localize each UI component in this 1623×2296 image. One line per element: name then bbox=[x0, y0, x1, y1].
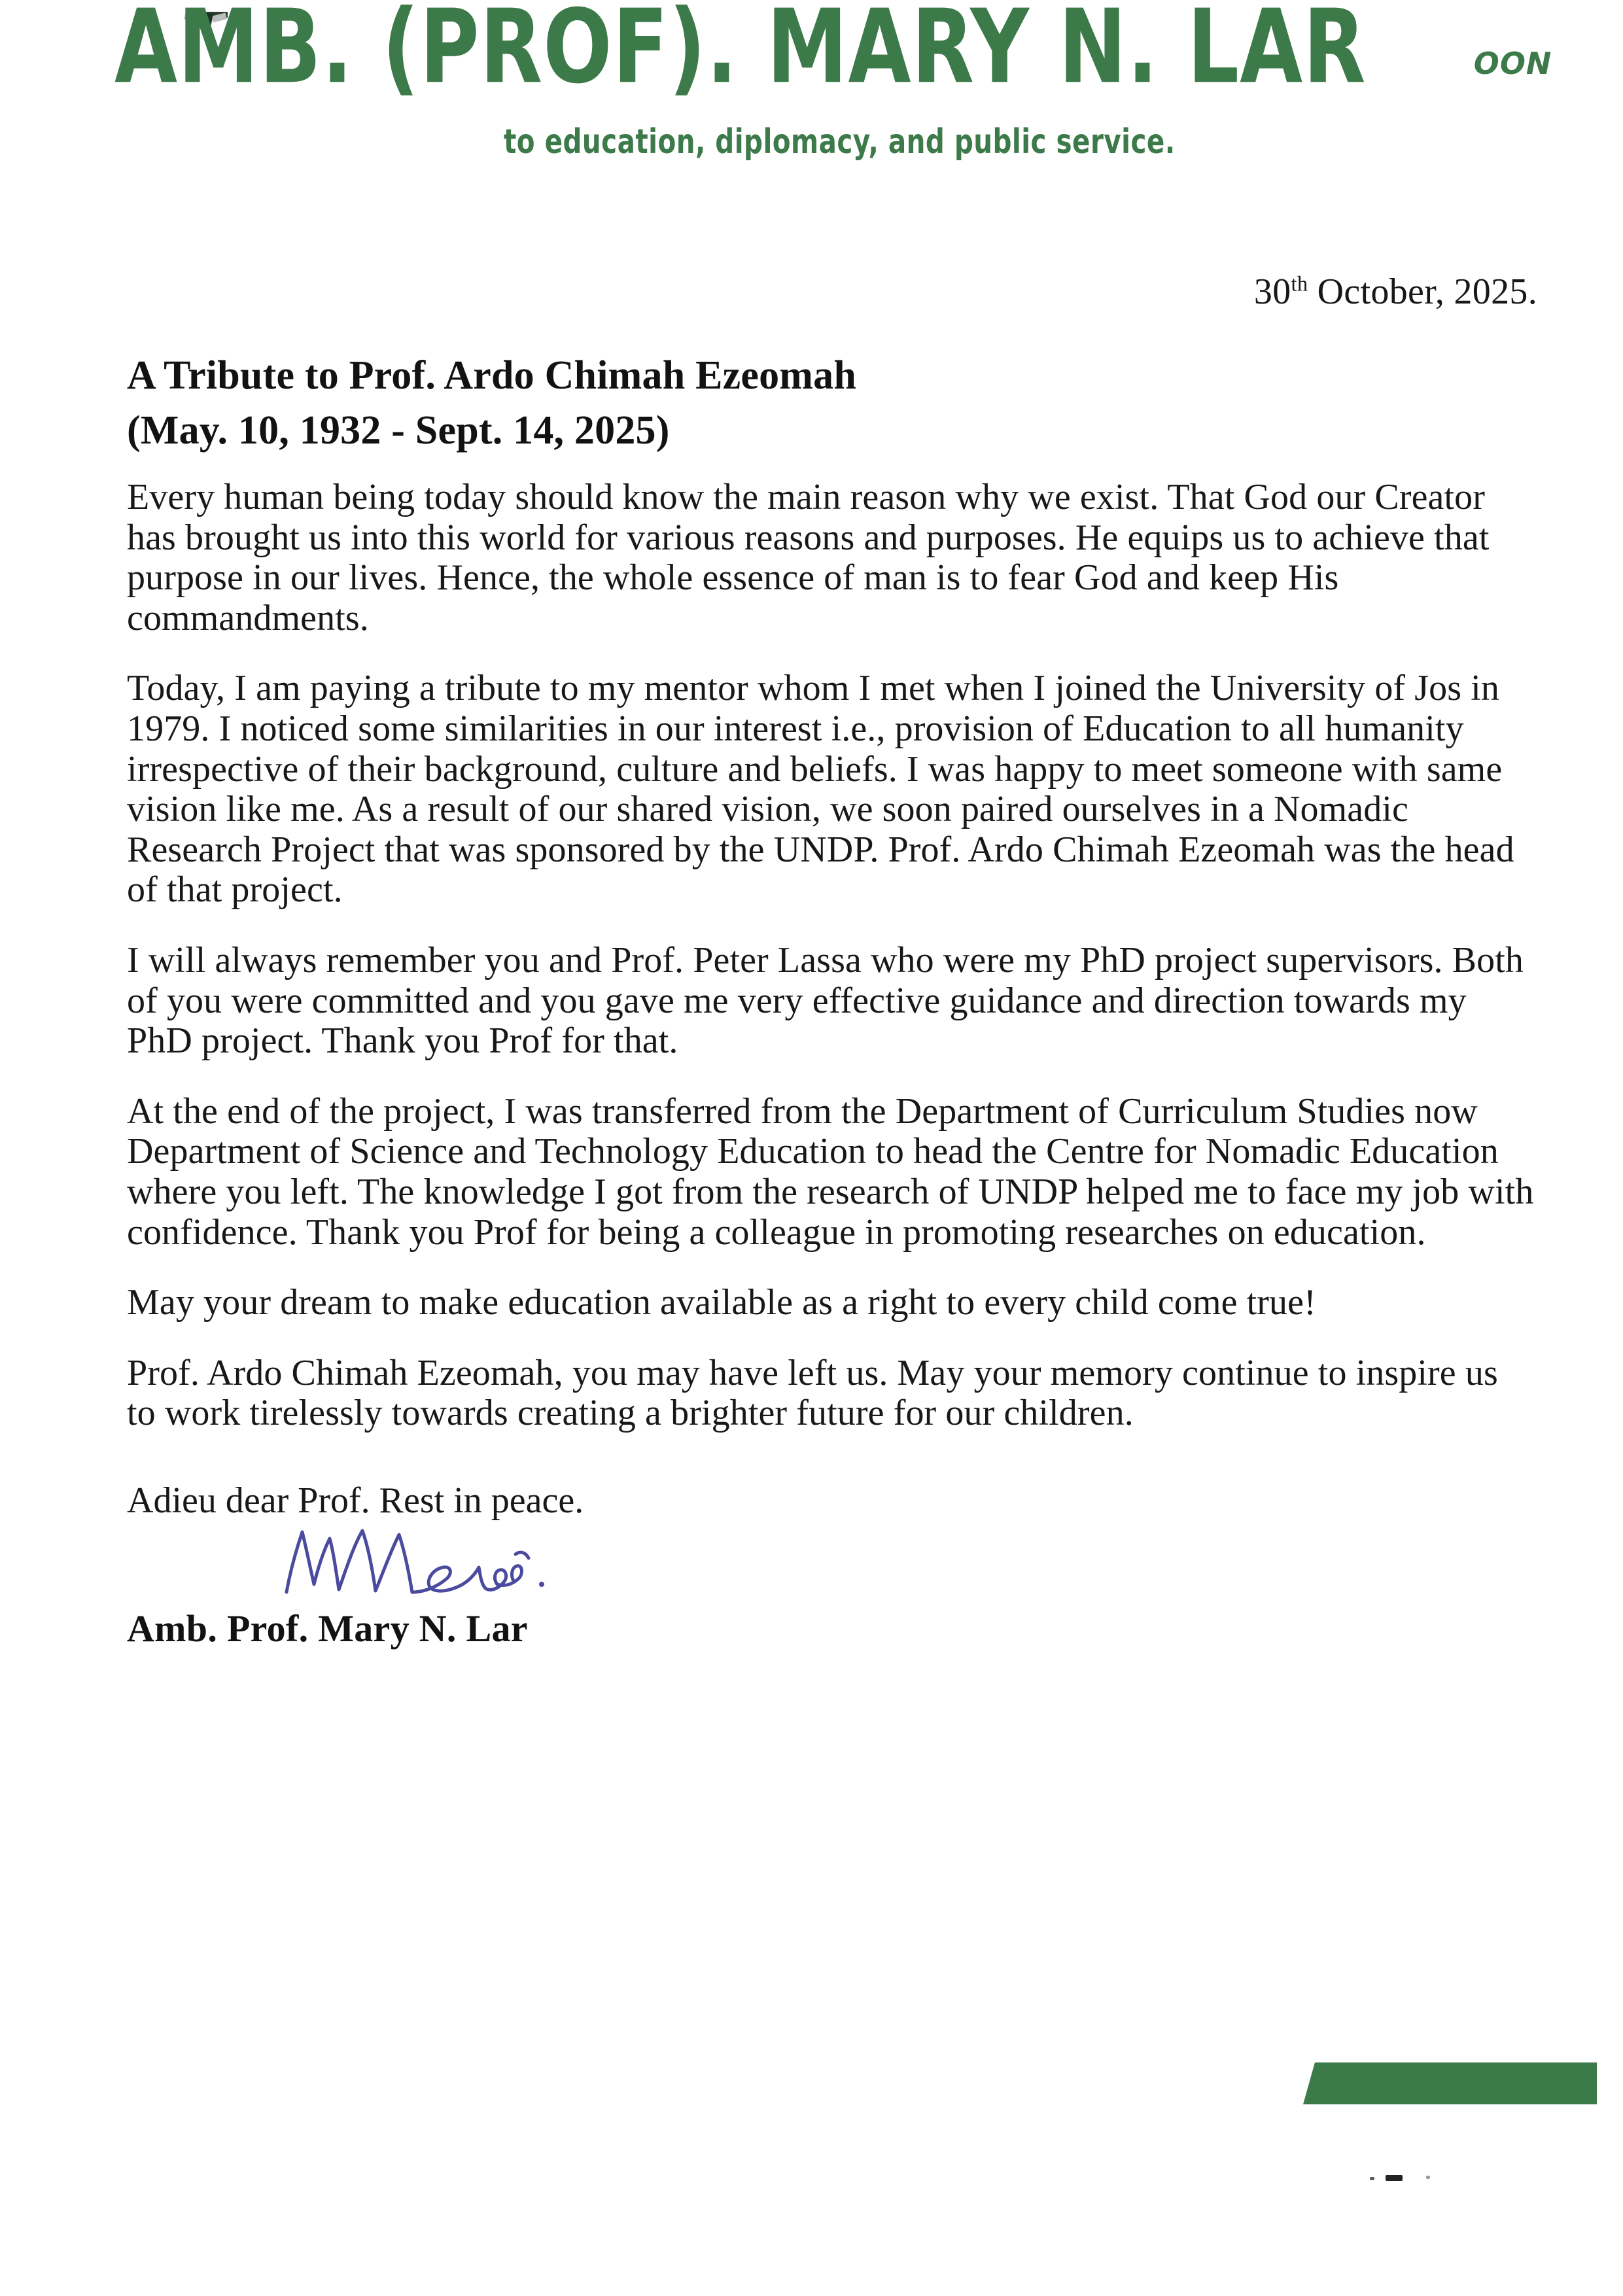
letterhead bbox=[0, 0, 1623, 196]
page-title bbox=[127, 348, 1539, 459]
letter-paragraph: I will always remember you and Prof. Peter Lassa who were my PhD project supervisors. Both of you were committed and you gave me very effective guidance and direction towards my PhD project. Thank you Prof for that. bbox=[127, 939, 1524, 1062]
letterhead-name: AMB. (PROF). MARY N. LAR bbox=[114, 0, 1367, 107]
footer-accent-bar bbox=[1303, 2062, 1597, 2104]
letterhead-post-nominal: OON bbox=[1473, 46, 1552, 81]
letterhead-tagline: to education, diplomacy, and public service. bbox=[504, 122, 1176, 162]
letter-paragraph: Today, I am paying a tribute to my mentor whom I met when I joined the University of Jos in 1979. I noticed some similarities in our interest i.e., provision of Education to all humanity irrespective of their background, culture and beliefs. I was happy to meet someone with same vision like me. As a result of our shared vision, we soon paired ourselves in a Nomadic Research Project that was sponsored by the UNDP. Prof. Ardo Chimah Ezeomah was the head of that project. bbox=[127, 668, 1514, 911]
farewell-line: Adieu dear Prof. Rest in peace. bbox=[127, 1480, 584, 1521]
signer-name: Amb. Prof. Mary N. Lar bbox=[127, 1607, 528, 1650]
letterhead-name-row bbox=[114, 0, 1552, 107]
letter-paragraph: May your dream to make education available as a right to every child come true! bbox=[127, 1282, 1316, 1323]
page-title-line-2: (May. 10, 1932 - Sept. 14, 2025) bbox=[127, 408, 670, 453]
date-ordinal: th bbox=[1291, 272, 1308, 296]
date-rest: October, 2025. bbox=[1308, 271, 1537, 312]
footer-scan-artifact bbox=[1386, 2175, 1403, 2181]
page-title-line-1: A Tribute to Prof. Ardo Chimah Ezeomah bbox=[127, 353, 857, 398]
letter-paragraph: Every human being today should know the main reason why we exist. That God our Creator has brought us into this world for various reasons and purposes. He equips us to achieve that purpose in our lives. Hence, the whole essence of man is to fear God and keep His commandments. bbox=[127, 477, 1490, 638]
date-day: 30 bbox=[1253, 271, 1291, 312]
signature-block bbox=[127, 1481, 1535, 1650]
letter-paragraphs bbox=[127, 478, 1535, 1434]
letter-paragraph: At the end of the project, I was transferred from the Department of Curriculum Studies now Department of Science and Technology Education to head the Centre for Nomadic Education where you left. The knowledge I got from the research of UNDP helped me to face my job with confidence. Thank you Prof for being a colleague in promoting researches on education. bbox=[127, 1090, 1534, 1253]
handwritten-signature bbox=[277, 1524, 618, 1603]
letter-date bbox=[126, 271, 1537, 313]
letter-paragraph: Prof. Ardo Chimah Ezeomah, you may have left us. May your memory continue to inspire us to work tirelessly towards creating a brighter future for our children. bbox=[127, 1352, 1498, 1434]
